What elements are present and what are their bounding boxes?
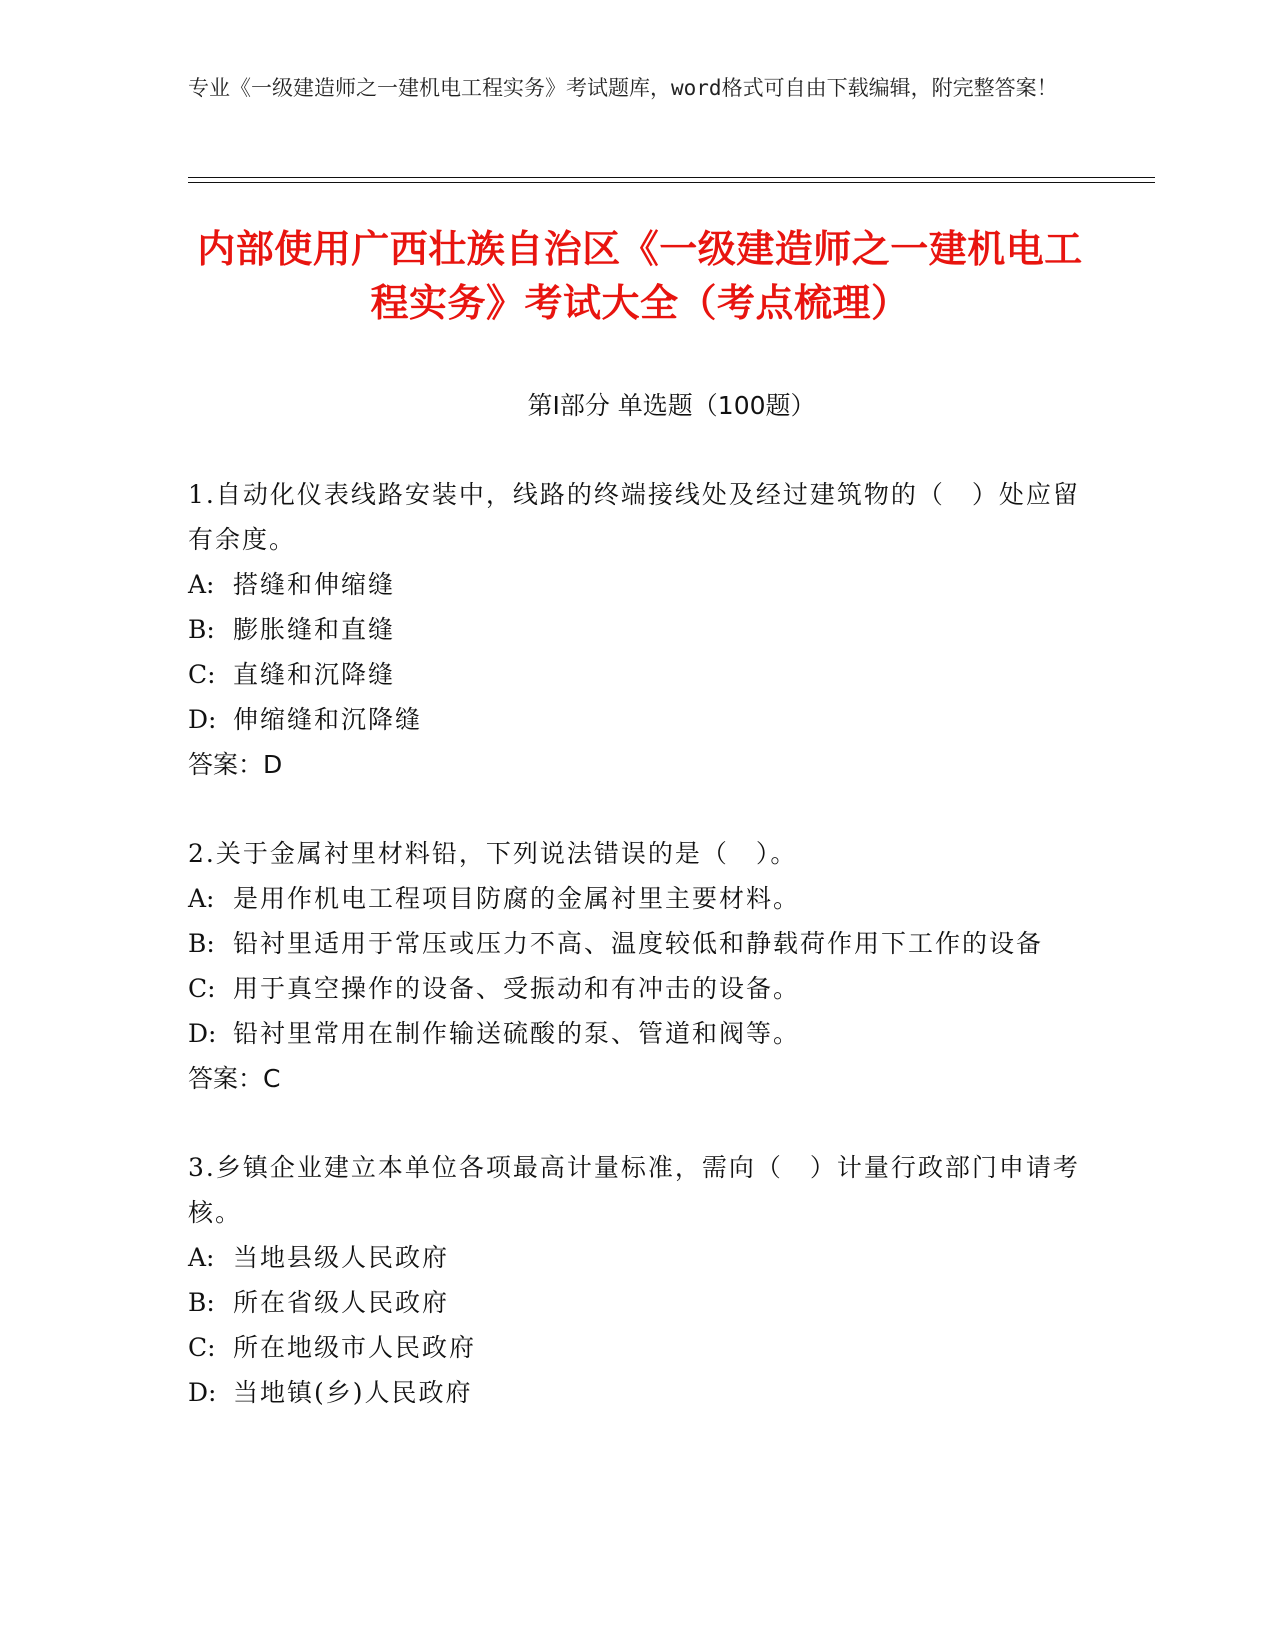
option-text: 膨胀缝和直缝 <box>233 615 396 644</box>
option-letter: C: <box>188 660 216 689</box>
option-text: 搭缝和伸缩缝 <box>233 570 396 599</box>
document-title: 内部使用广西壮族自治区《一级建造师之一建机电工程实务》考试大全（考点梳理） <box>197 227 1083 325</box>
option-text: 铅衬里常用在制作输送硫酸的泵、管道和阀等。 <box>233 1019 801 1048</box>
option-letter: B: <box>188 1288 215 1317</box>
question-stem: 2.关于金属衬里材料铅，下列说法错误的是（ ）。 <box>188 839 798 868</box>
answer: 答案：D <box>188 750 283 779</box>
header-divider-second <box>188 182 1155 183</box>
section-heading: 第Ⅰ部分 单选题（100题） <box>527 391 816 420</box>
header-divider <box>188 177 1155 178</box>
option-b <box>188 1280 1088 1325</box>
option-a <box>188 1235 1088 1280</box>
question-3 <box>188 1145 1088 1415</box>
option-letter: A: <box>188 884 215 913</box>
option-d <box>188 1011 1088 1056</box>
option-letter: C: <box>188 1333 216 1362</box>
question-stem: 3.乡镇企业建立本单位各项最高计量标准，需向（ ）计量行政部门申请考核。 <box>188 1153 1080 1227</box>
option-text: 伸缩缝和沉降缝 <box>233 705 423 734</box>
header-note: 专业《一级建造师之一建机电工程实务》考试题库，word格式可自由下载编辑，附完整答案！ <box>188 76 1058 100</box>
option-text: 所在地级市人民政府 <box>233 1333 477 1362</box>
option-c <box>188 966 1088 1011</box>
option-letter: A: <box>188 570 215 599</box>
option-text: 用于真空操作的设备、受振动和有冲击的设备。 <box>233 974 801 1003</box>
option-letter: D: <box>188 705 217 734</box>
option-letter: B: <box>188 615 215 644</box>
option-text: 铅衬里适用于常压或压力不高、温度较低和静载荷作用下工作的设备 <box>233 929 1044 958</box>
option-a <box>188 876 1088 921</box>
option-text: 当地镇(乡)人民政府 <box>233 1378 473 1407</box>
option-d <box>188 697 1088 742</box>
option-letter: D: <box>188 1019 217 1048</box>
question-stem: 1.自动化仪表线路安装中，线路的终端接线处及经过建筑物的（ ）处应留有余度。 <box>188 480 1080 554</box>
option-text: 当地县级人民政府 <box>233 1243 450 1272</box>
option-text: 是用作机电工程项目防腐的金属衬里主要材料。 <box>233 884 801 913</box>
question-1 <box>188 472 1088 787</box>
question-list <box>188 472 1088 1459</box>
option-text: 直缝和沉降缝 <box>233 660 396 689</box>
option-b <box>188 921 1088 966</box>
answer: 答案：C <box>188 1064 281 1093</box>
question-2 <box>188 831 1088 1101</box>
option-c <box>188 1325 1088 1370</box>
option-letter: A: <box>188 1243 215 1272</box>
option-b <box>188 607 1088 652</box>
option-d <box>188 1370 1088 1415</box>
option-letter: C: <box>188 974 216 1003</box>
option-letter: D: <box>188 1378 217 1407</box>
option-letter: B: <box>188 929 215 958</box>
option-c <box>188 652 1088 697</box>
option-text: 所在省级人民政府 <box>233 1288 450 1317</box>
option-a <box>188 562 1088 607</box>
